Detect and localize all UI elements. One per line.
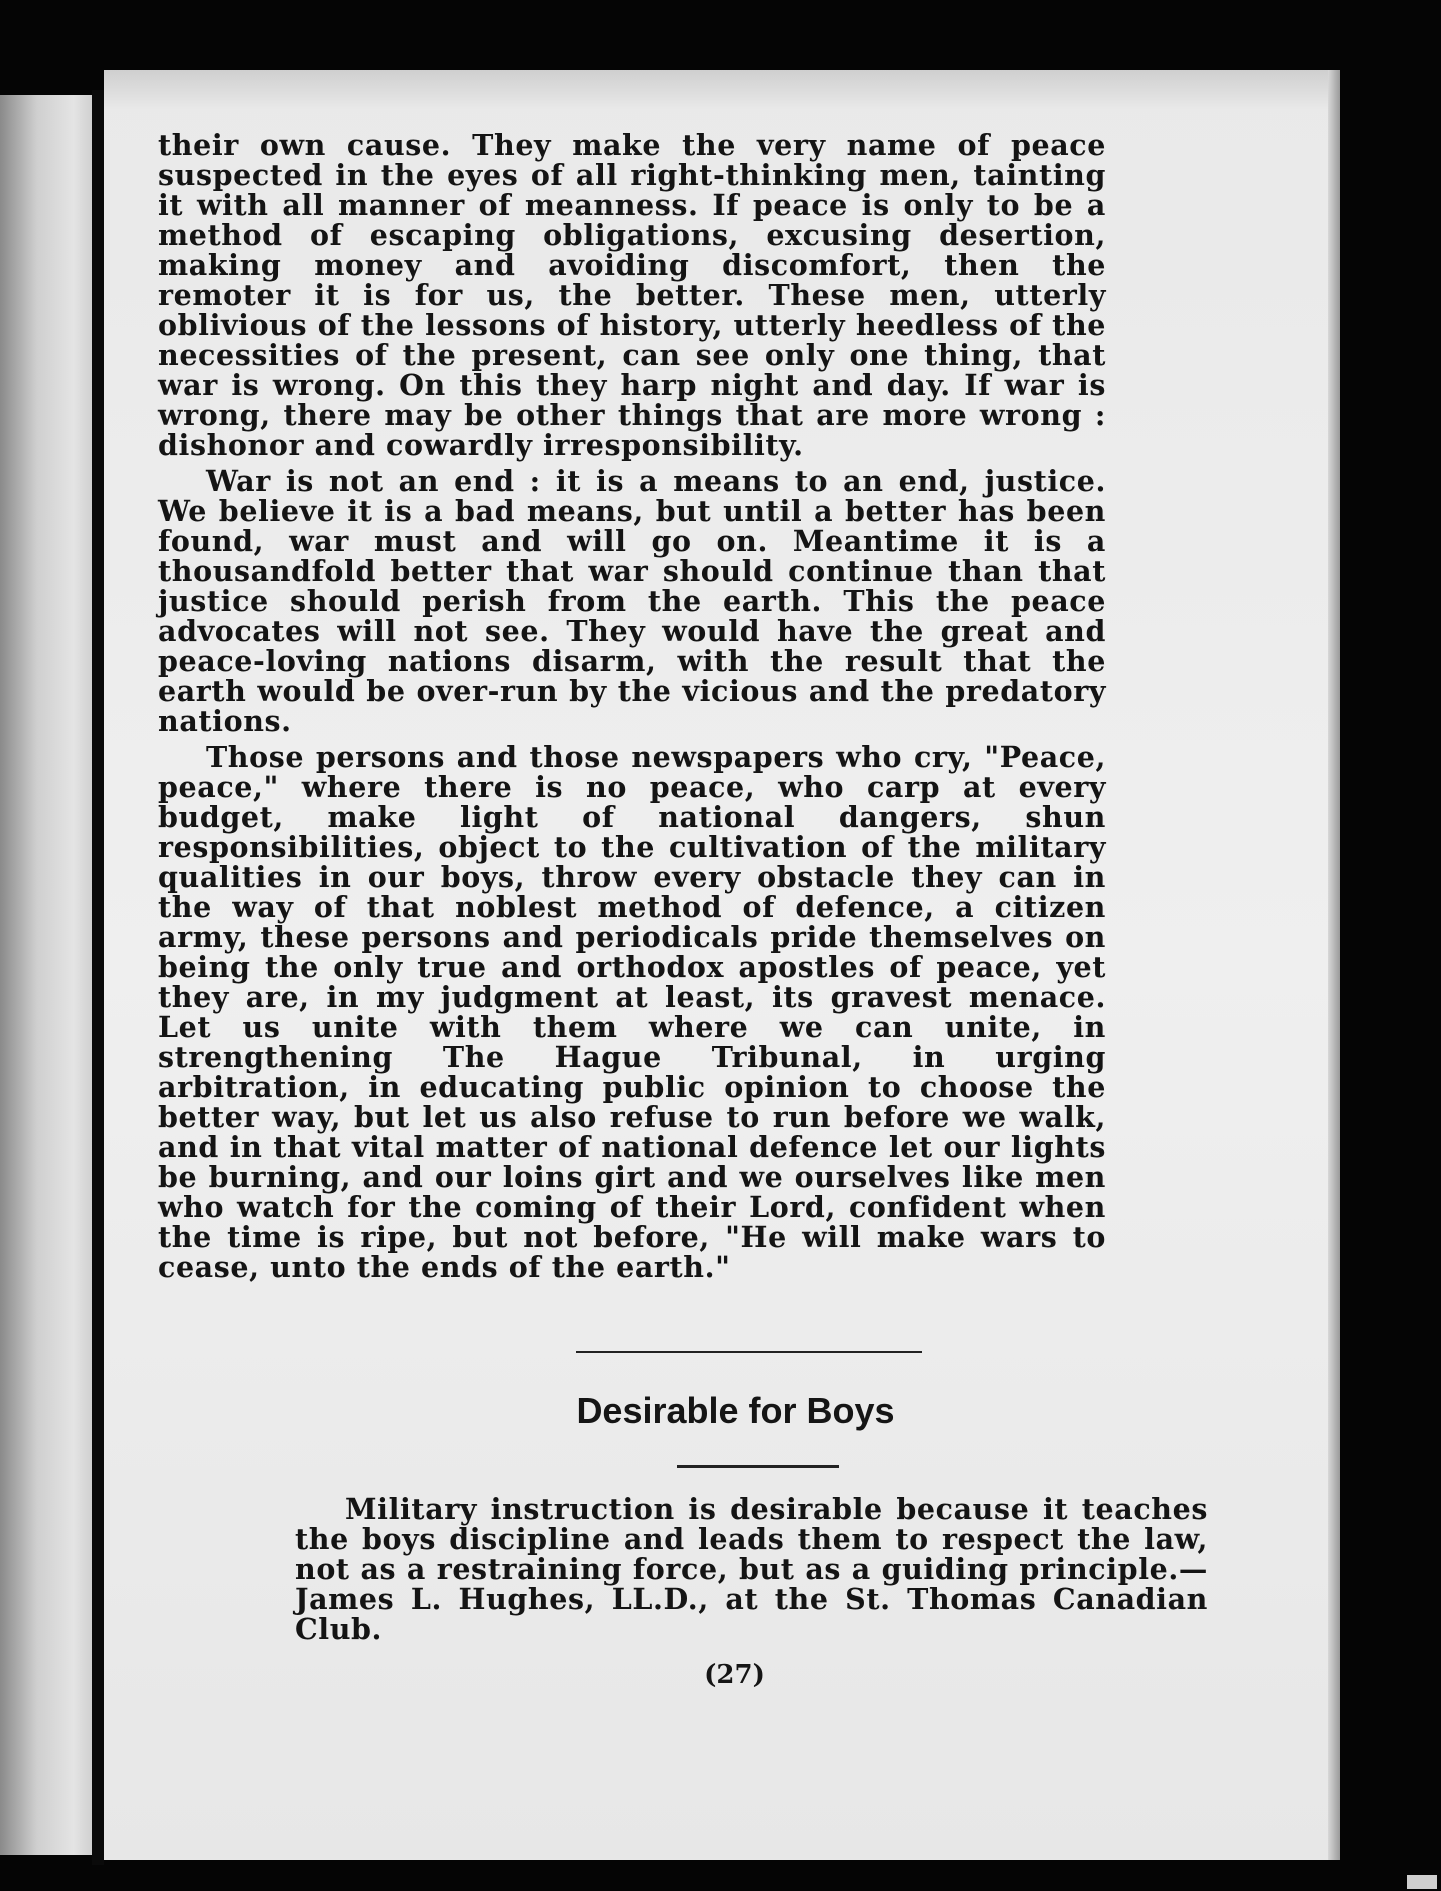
paragraph: Those persons and those newspapers who cry, "Peace, peace," where there is no peace, who carp at every budget, make light of national dangers, shun responsibilities, object to the cultivation of the military qualities in our boys, throw every obstacle they can in the way of that noblest method of defence, a citizen army, these persons and periodicals pride themselves on being the only true and orthodox apostles of peace, yet they are, in my judgment at least, its gravest menace. Let us unite with them where we can unite, in strengthening The Hague Tribunal, in urging arbitration, in educating public opinion to choose the better way, but let us also refuse to run before we walk, and in that vital matter of national defence let our lights be burning, and our loins girt and we ourselves like men who watch for the coming of their Lord, confident when the time is ripe, but not before, "He will make wars to cease, unto the ends of the earth." bbox=[158, 740, 1106, 1284]
quote-paragraph: Military instruction is desirable because it teaches the boys discipline and leads them to respect the law, not as a restraining force, but as a guiding principle.— James L. Hughes, LL.D., at the St. Thomas Canadian Club. bbox=[295, 1492, 1208, 1646]
left-page-edge bbox=[0, 95, 92, 1855]
book-gutter bbox=[92, 90, 104, 1865]
page-number: (27) bbox=[704, 1660, 765, 1690]
page-right-edge bbox=[1328, 70, 1340, 1860]
paragraph: their own cause. They make the very name of peace suspected in the eyes of all right-thinking men, tainting it with all manner of meanness. If peace is only to be a method of escaping obligations, excusing desertion, making money and avoiding discomfort, then the remoter it is for us, the better. These men, utterly oblivious of the lessons of history, utterly heedless of the necessities of the present, can see only one thing, that war is wrong. On this they harp night and day. If war is wrong, there may be other things that are more wrong : dishonor and cowardly irresponsibility. bbox=[158, 128, 1106, 462]
page-top-shadow bbox=[104, 70, 1340, 110]
quote-block bbox=[295, 1494, 1208, 1644]
section-divider-top bbox=[576, 1351, 922, 1353]
body-text bbox=[158, 130, 1106, 1282]
section-divider-bottom bbox=[677, 1465, 839, 1468]
section-heading: Desirable for Boys bbox=[576, 1390, 895, 1431]
paragraph: War is not an end : it is a means to an end, justice. We believe it is a bad means, but until a better has been found, war must and will go on. Meantime it is a thousandfold better that war should continue than that justice should perish from the earth. This the peace advocates will not see. They would have the great and peace-loving nations disarm, with the result that the earth would be over-run by the vicious and the predatory nations. bbox=[158, 464, 1106, 738]
scan-corner-mark bbox=[1407, 1875, 1437, 1889]
